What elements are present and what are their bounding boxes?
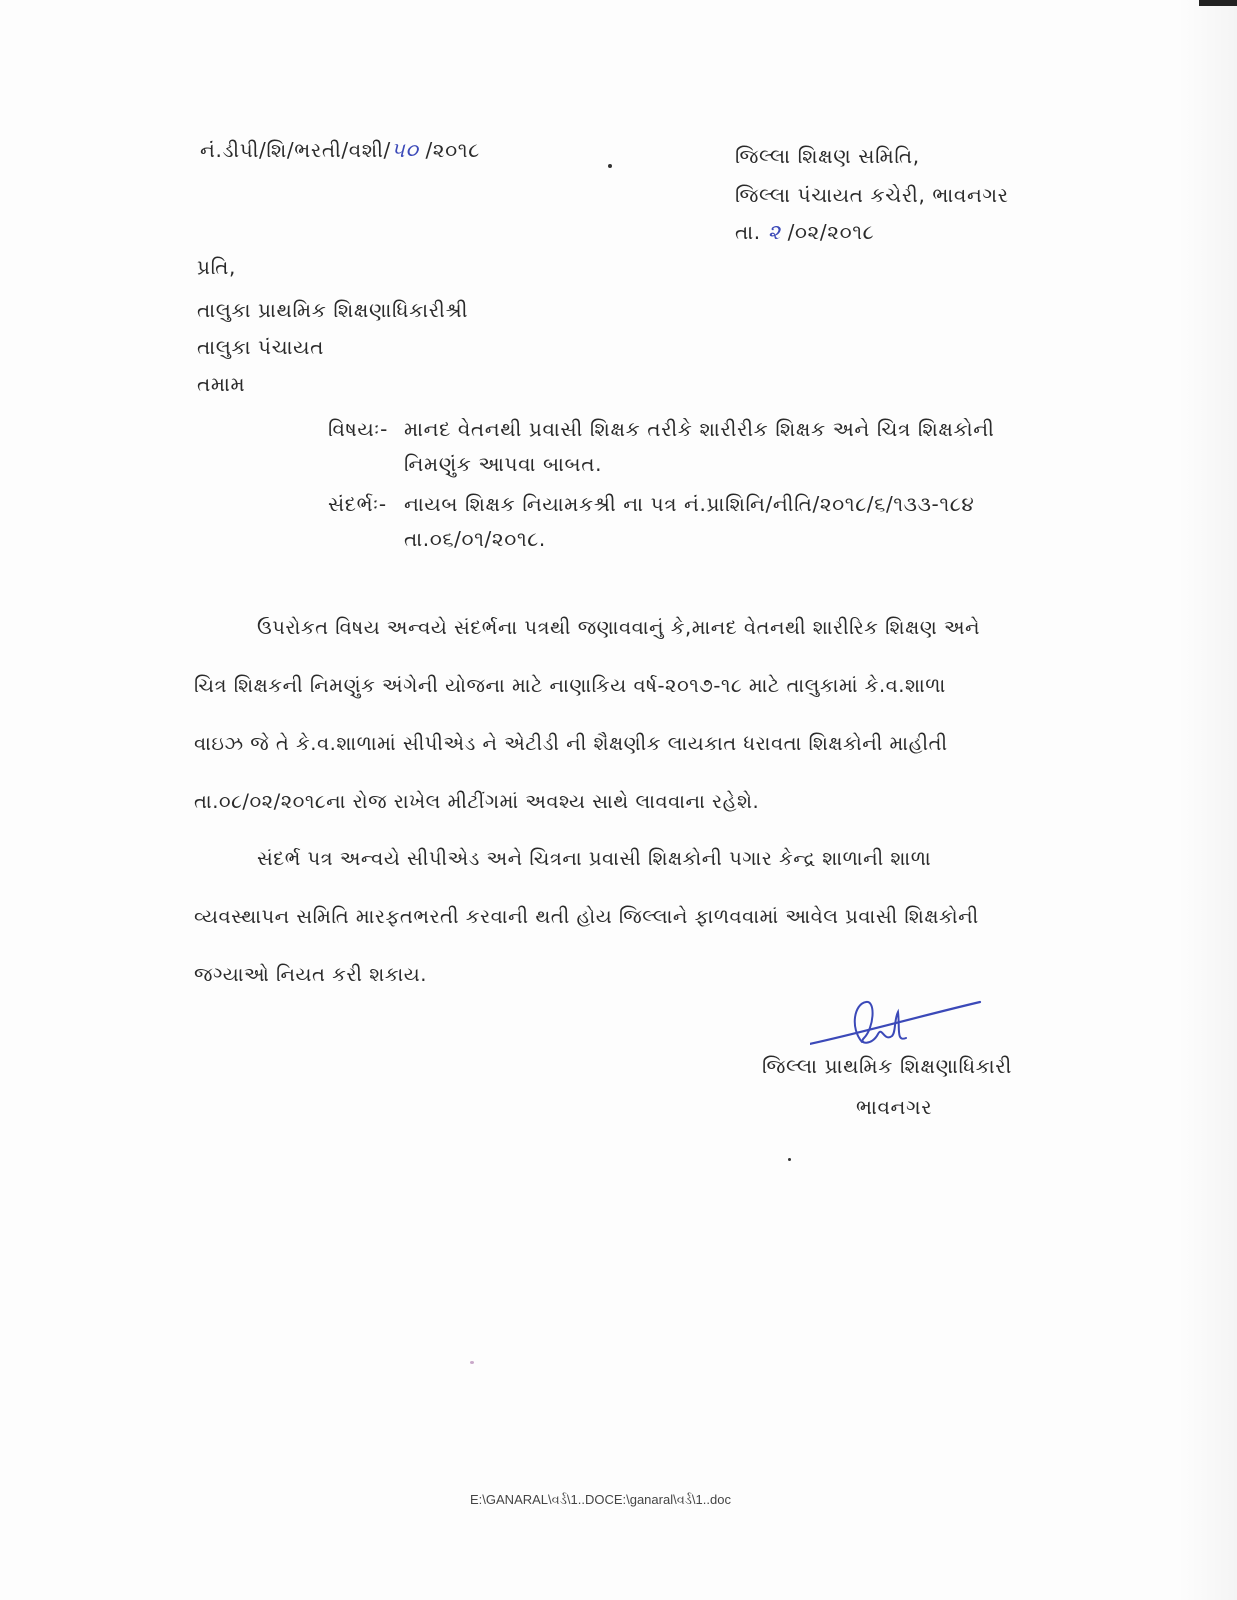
scan-speck — [470, 1361, 474, 1364]
body-paragraph-1 — [194, 614, 1054, 846]
reference-handwritten-number: ૫૦ — [390, 138, 419, 162]
date-prefix: તા. — [735, 220, 768, 244]
scan-shadow — [1177, 0, 1237, 1600]
reference-prefix: નં.ડીપી/શિ/ભરતી/વશી/ — [200, 138, 391, 162]
recipient-line-1: તાલુકા પ્રાથમિક શિક્ષણાધિકારીશ્રી — [197, 298, 469, 322]
scan-edge-mark — [1199, 0, 1237, 6]
office-address: જિલ્લા પંચાયત કચેરી, ભાવનગર — [735, 183, 1009, 207]
scan-speck — [608, 164, 612, 168]
reference-line-1: નાયબ શિક્ષક નિયામકશ્રી ના પત્ર નં.પ્રાશિનિ/નીતિ/૨૦૧૮/૬/૧૩૩-૧૮૪ — [404, 492, 975, 516]
subject-label: વિષયઃ- — [328, 417, 388, 441]
paragraph-1-line-1: ઉપરોકત વિષય અન્વયે સંદર્ભના પત્રથી જણાવવાનું કે,માનદ વેતનથી શારીરિક શિક્ષણ અને — [257, 616, 981, 639]
signatory-title: જિલ્લા પ્રાથમિક શિક્ષણાધિકારી — [762, 1054, 1012, 1078]
reference-suffix: /૨૦૧૮ — [418, 138, 480, 162]
subject-line-2: નિમણુંક આપવા બાબત. — [404, 452, 603, 476]
date-handwritten-day: ૨ — [767, 220, 781, 244]
scan-speck — [788, 1158, 791, 1161]
signatory-place: ભાવનગર — [856, 1095, 933, 1119]
paragraph-2-line-2: વ્યવસ્થાપન સમિતિ મારફતભરતી કરવાની થતી હોય જિલ્લાને ફાળવવામાં આવેલ પ્રવાસી શિક્ષકોની — [194, 905, 979, 928]
paragraph-1-line-3: વાઇઝ જે તે કે.વ.શાળામાં સીપીએડ ને એટીડી ની શૈક્ષણીક લાયકાત ધરાવતા શિક્ષકોની માહીતી — [194, 732, 948, 755]
letter-date — [735, 218, 874, 246]
recipient-line-2: તાલુકા પંચાયત — [197, 335, 324, 359]
footer-file-path: E:\GANARAL\વર્ડ\1..DOCE:\ganaral\વર્ડ\1..doc — [470, 1492, 731, 1507]
date-suffix: /૦૨/૨૦૧૮ — [780, 220, 875, 244]
recipient-to: પ્રતિ, — [197, 255, 236, 279]
reference-line-2: તા.૦૬/૦૧/૨૦૧૮. — [404, 527, 546, 551]
body-paragraph-2 — [194, 845, 1054, 1019]
reference-label: સંદર્ભઃ- — [328, 492, 387, 516]
paragraph-1-line-2: ચિત્ર શિક્ષકની નિમણુંક અંગેની યોજના માટે નાણાકિય વર્ષ-૨૦૧૭-૧૮ માટે તાલુકામાં કે.વ.શાળા — [194, 674, 946, 697]
subject-line-1: માનદ વેતનથી પ્રવાસી શિક્ષક તરીકે શારીરીક શિક્ષક અને ચિત્ર શિક્ષકોની — [404, 417, 995, 441]
recipient-line-3: તમામ — [197, 372, 246, 396]
office-name: જિલ્લા શિક્ષણ સમિતિ, — [735, 144, 920, 168]
paragraph-1-line-4: તા.૦૮/૦૨/૨૦૧૮ના રોજ રાખેલ મીટીંગમાં અવશ્ય સાથે લાવવાના રહેશે. — [194, 790, 760, 813]
reference-number — [200, 136, 480, 164]
paragraph-2-line-1: સંદર્ભ પત્ર અન્વયે સીપીએડ અને ચિત્રના પ્રવાસી શિક્ષકોની પગાર કેન્દ્ર શાળાની શાળા — [257, 847, 932, 870]
paragraph-2-line-3: જગ્યાઓ નિયત કરી શકાય. — [194, 963, 427, 986]
